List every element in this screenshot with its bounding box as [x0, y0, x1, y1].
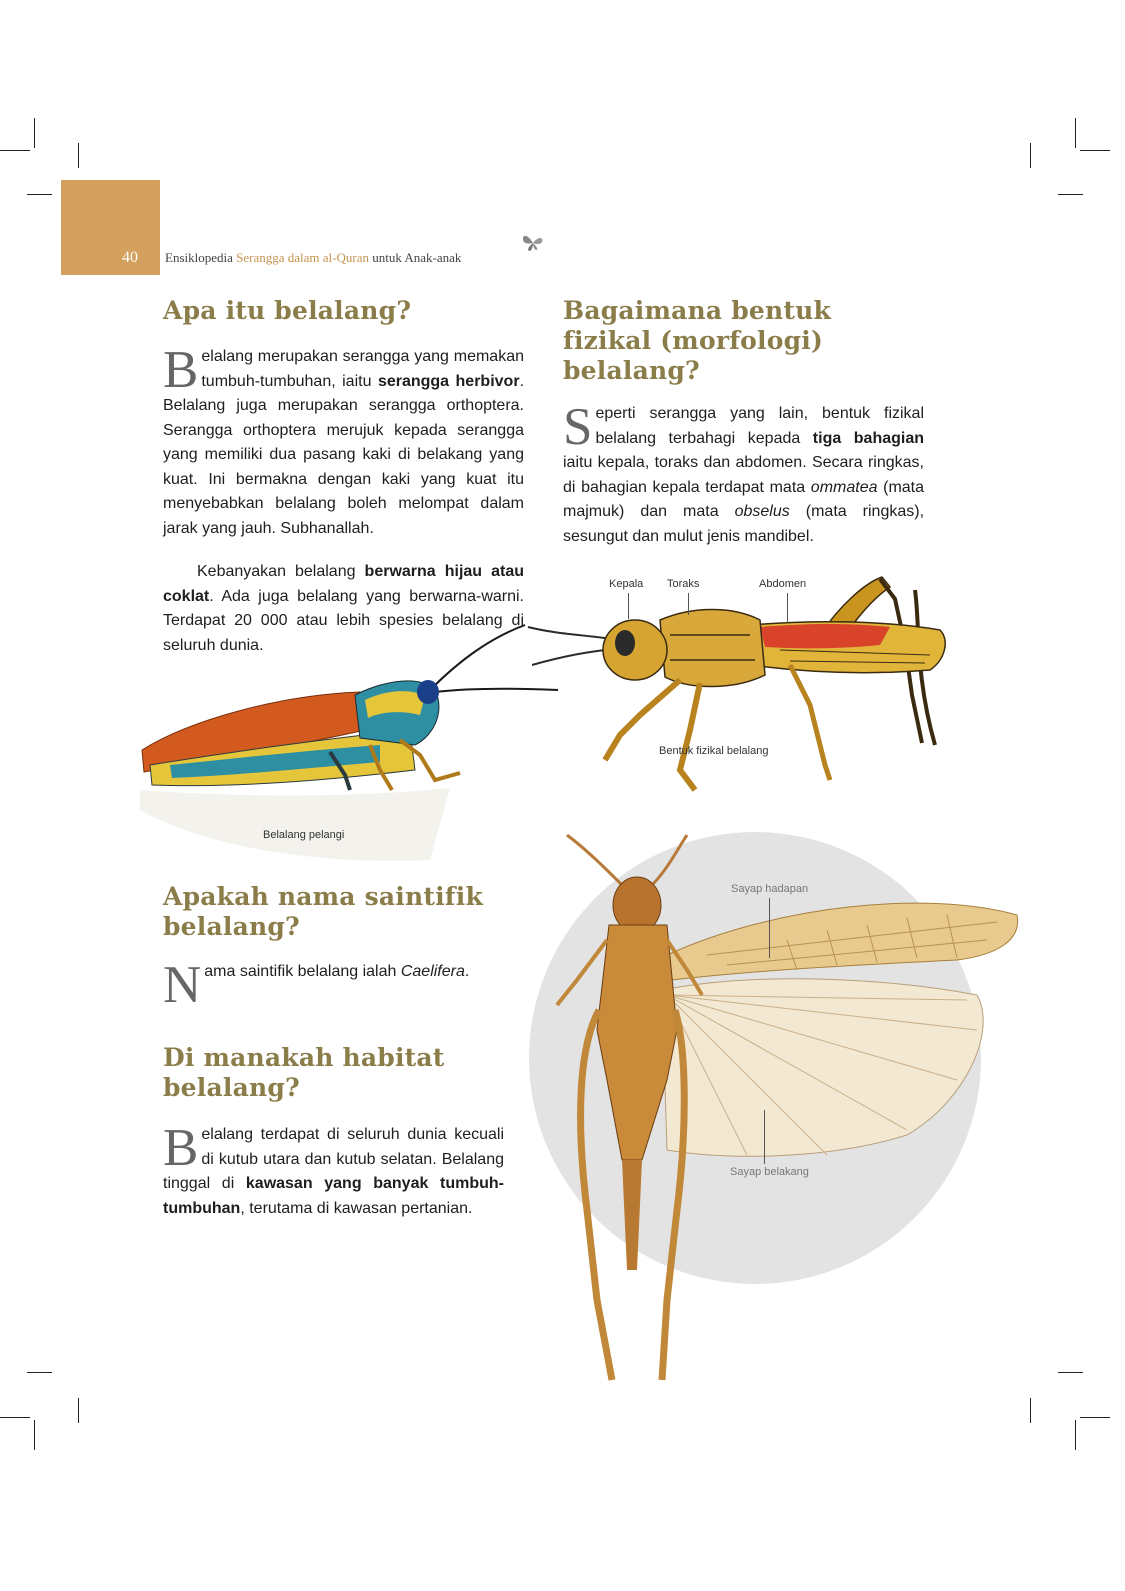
crop-mark	[0, 150, 30, 151]
label-forewing: Sayap hadapan	[731, 883, 809, 895]
page-number: 40	[122, 249, 138, 266]
crop-mark	[34, 1420, 35, 1450]
leader-line	[628, 593, 629, 619]
leader-line	[764, 1110, 765, 1164]
morphology-grasshopper-illustration	[520, 565, 960, 795]
crop-mark	[1075, 118, 1076, 148]
paragraph-scientific-name: Nama saintifik belalang ialah Caelifera.	[163, 956, 470, 1014]
heading-bentuk-fizikal: Bagaimana bentuk fizikal (morfologi) belalang?	[563, 296, 832, 385]
heading-nama-saintifik: Apakah nama saintifik belalang?	[163, 882, 483, 941]
paragraph-morphology: Seperti serangga yang lain, bentuk fizikal belalang terbahagi kepada tiga bahagian iaitu kepala, toraks dan abdomen. Secara ringkas, di bahagian kepala terdapat mata ommatea (mata majmuk) dan mata obselus (mata ringkas), sesungut dan mulut jenis mandibel.	[563, 398, 925, 545]
crop-mark	[78, 143, 79, 168]
crop-mark	[78, 1398, 79, 1423]
crop-mark	[1058, 1372, 1083, 1373]
drop-cap: S	[563, 398, 593, 456]
heading-apa-itu-belalang: Apa itu belalang?	[163, 296, 412, 325]
crop-mark	[0, 1417, 30, 1418]
crop-mark	[1030, 1398, 1031, 1423]
crop-mark	[27, 1372, 52, 1373]
crop-mark	[1075, 1420, 1076, 1450]
drop-cap: B	[163, 341, 199, 399]
crop-mark	[27, 194, 52, 195]
crop-mark	[34, 118, 35, 148]
caption-morphology: Bentuk fizikal belalang	[659, 745, 769, 757]
heading-habitat: Di manakah habitat belalang?	[163, 1043, 445, 1102]
paragraph-definition: Belalang merupakan serangga yang memakan tumbuh-tumbuhan, iaitu serangga herbivor. Belalang juga merupakan serangga orthoptera. Serangga orthoptera merujuk kepada serangga yang memiliki dua pasang kaki di belakang yang kuat. Ini bermakna dengan kaki yang kuat itu menyebabkan belalang boleh melompat dalam jarak yang jauh. Subhanallah.	[163, 341, 525, 537]
caption-rainbow: Belalang pelangi	[263, 829, 345, 841]
label-kepala: Kepala	[609, 578, 644, 590]
crop-mark	[1058, 194, 1083, 195]
paragraph-colors: Kebanyakan belalang berwarna hijau atau coklat. Ada juga belalang yang berwarna-warni. Terdapat 20 000 atau lebih spesies belalang di seluruh dunia.	[163, 563, 524, 654]
leader-line	[688, 593, 689, 615]
rainbow-grasshopper-photo	[130, 620, 570, 890]
wings-grasshopper-illustration	[527, 830, 1027, 1395]
butterfly-icon	[520, 232, 546, 254]
crop-mark	[1030, 143, 1031, 168]
label-abdomen: Abdomen	[759, 578, 807, 590]
label-hindwing: Sayap belakang	[730, 1166, 809, 1178]
label-toraks: Toraks	[667, 578, 700, 590]
crop-mark	[1080, 1417, 1110, 1418]
paragraph-habitat: Belalang terdapat di seluruh dunia kecuali di kutub utara dan kutub selatan. Belalang tinggal di kawasan yang banyak tumbuh-tumbuhan, terutama di kawasan pertanian.	[163, 1119, 504, 1217]
drop-cap: B	[163, 1119, 199, 1177]
page-tab	[61, 180, 160, 275]
drop-cap: N	[163, 956, 202, 1014]
leader-line	[787, 593, 788, 623]
leader-line	[769, 898, 770, 958]
crop-mark	[1080, 150, 1110, 151]
running-title: Ensiklopedia Serangga dalam al-Quran untuk Anak-anak	[165, 250, 462, 265]
